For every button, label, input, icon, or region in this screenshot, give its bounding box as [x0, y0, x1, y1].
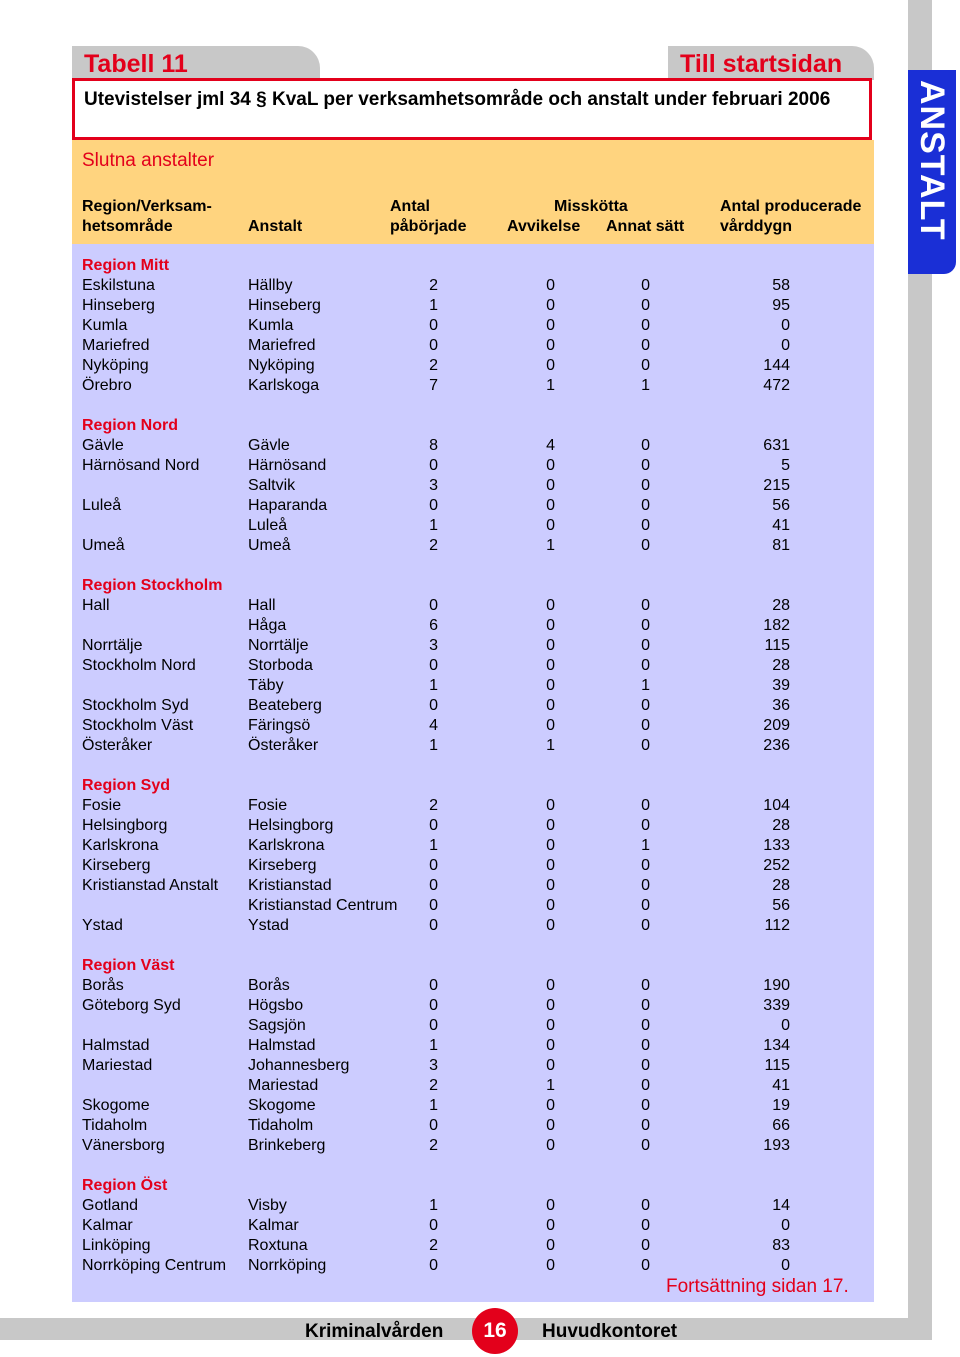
cell-anstalt: Gävle [248, 437, 290, 454]
cell-antal: 1 [429, 517, 438, 534]
cell-antal: 2 [429, 1137, 438, 1154]
cell-avv: 0 [546, 357, 555, 374]
cell-annat: 0 [641, 1097, 650, 1114]
cell-anstalt: Österåker [248, 737, 319, 754]
region-heading: Region Mitt [82, 257, 170, 274]
cell-area: Mariefred [82, 337, 150, 354]
cell-dygn: 631 [763, 437, 790, 454]
cell-dygn: 215 [763, 477, 790, 494]
cell-avv: 0 [546, 477, 555, 494]
cell-avv: 0 [546, 497, 555, 514]
cell-dygn: 133 [763, 837, 790, 854]
start-page-link[interactable]: Till startsidan [668, 46, 874, 80]
cell-dygn: 104 [763, 797, 790, 814]
cell-area: Hinseberg [82, 297, 155, 314]
cell-annat: 1 [641, 837, 650, 854]
cell-antal: 2 [429, 277, 438, 294]
header-misskotta: Misskötta [554, 198, 628, 215]
cell-anstalt: Färingsö [248, 717, 311, 734]
cell-antal: 4 [429, 717, 438, 734]
cell-annat: 0 [641, 1077, 650, 1094]
cell-dygn: 28 [772, 657, 790, 674]
cell-avv: 0 [546, 837, 555, 854]
cell-anstalt: Helsingborg [248, 817, 334, 834]
cell-annat: 0 [641, 297, 650, 314]
cell-avv: 0 [546, 1217, 555, 1234]
cell-annat: 0 [641, 537, 650, 554]
cell-dygn: 66 [772, 1117, 790, 1134]
cell-anstalt: Luleå [248, 517, 288, 534]
cell-antal: 0 [429, 657, 438, 674]
cell-antal: 2 [429, 1077, 438, 1094]
cell-anstalt: Tidaholm [248, 1117, 314, 1134]
cell-anstalt: Norrtälje [248, 637, 309, 654]
cell-area: Norrköping Centrum [82, 1257, 227, 1274]
cell-antal: 1 [429, 1197, 438, 1214]
cell-area: Helsingborg [82, 817, 168, 834]
cell-antal: 6 [429, 617, 438, 634]
cell-annat: 0 [641, 457, 650, 474]
cell-area: Gävle [82, 437, 124, 454]
cell-area: Umeå [82, 537, 125, 554]
cell-avv: 0 [546, 337, 555, 354]
cell-avv: 0 [546, 517, 555, 534]
cell-annat: 0 [641, 1057, 650, 1074]
cell-avv: 1 [546, 737, 555, 754]
cell-antal: 0 [429, 817, 438, 834]
cell-antal: 0 [429, 857, 438, 874]
cell-dygn: 14 [772, 1197, 790, 1214]
cell-dygn: 252 [763, 857, 790, 874]
cell-anstalt: Nyköping [248, 357, 315, 374]
cell-avv: 0 [546, 1117, 555, 1134]
cell-avv: 0 [546, 277, 555, 294]
cell-antal: 7 [429, 377, 438, 394]
cell-annat: 0 [641, 337, 650, 354]
cell-avv: 0 [546, 997, 555, 1014]
cell-antal: 0 [429, 457, 438, 474]
cell-annat: 0 [641, 817, 650, 834]
cell-annat: 0 [641, 657, 650, 674]
cell-annat: 0 [641, 277, 650, 294]
cell-dygn: 115 [764, 637, 790, 654]
cell-area: Ystad [82, 917, 123, 934]
region-heading: Region Stockholm [82, 577, 223, 594]
cell-antal: 1 [429, 737, 438, 754]
page-shadow-bottom [0, 1318, 932, 1340]
cell-annat: 0 [641, 897, 650, 914]
cell-antal: 1 [429, 677, 438, 694]
cell-anstalt: Halmstad [248, 1037, 316, 1054]
cell-avv: 1 [546, 1077, 555, 1094]
cell-annat: 0 [641, 1137, 650, 1154]
cell-avv: 0 [546, 797, 555, 814]
continuation-note: Fortsättning sidan 17. [666, 1276, 849, 1297]
cell-antal: 0 [429, 1017, 438, 1034]
cell-dygn: 190 [763, 977, 790, 994]
cell-area: Skogome [82, 1097, 150, 1114]
cell-dygn: 5 [781, 457, 790, 474]
cell-dygn: 0 [781, 337, 790, 354]
cell-anstalt: Storboda [248, 657, 313, 674]
cell-avv: 0 [546, 917, 555, 934]
cell-anstalt: Visby [248, 1197, 287, 1214]
cell-annat: 1 [641, 377, 650, 394]
cell-dygn: 36 [772, 697, 790, 714]
cell-annat: 0 [641, 637, 650, 654]
table-title: Utevistelser jml 34 § KvaL per verksamhetsområde och anstalt under februari 2006 [72, 78, 872, 140]
cell-antal: 3 [429, 477, 438, 494]
cell-antal: 0 [429, 317, 438, 334]
table-subtitle: Slutna anstalter [82, 150, 215, 171]
cell-anstalt: Mariestad [248, 1077, 319, 1094]
cell-antal: 1 [429, 1037, 438, 1054]
cell-antal: 0 [429, 497, 438, 514]
page-number-badge: 16 [472, 1308, 518, 1354]
cell-area: Kristianstad Anstalt [82, 877, 219, 894]
cell-avv: 0 [546, 1097, 555, 1114]
section-side-tab[interactable] [908, 70, 956, 274]
cell-dygn: 472 [763, 377, 790, 394]
cell-annat: 0 [641, 517, 650, 534]
cell-annat: 0 [641, 917, 650, 934]
cell-annat: 0 [641, 877, 650, 894]
cell-area: Linköping [82, 1237, 151, 1254]
cell-area: Hall [82, 597, 110, 614]
cell-avv: 0 [546, 677, 555, 694]
cell-dygn: 41 [772, 1077, 790, 1094]
region-heading: Region Väst [82, 957, 175, 974]
cell-dygn: 83 [772, 1237, 790, 1254]
side-tab-label: ANSTALT [913, 80, 951, 241]
cell-anstalt: Hällby [248, 277, 293, 294]
cell-dygn: 144 [763, 357, 790, 374]
cell-avv: 0 [546, 1137, 555, 1154]
cell-anstalt: Sagsjön [248, 1017, 306, 1034]
cell-anstalt: Kirseberg [248, 857, 317, 874]
cell-anstalt: Högsbo [248, 997, 304, 1014]
cell-dygn: 81 [772, 537, 790, 554]
cell-annat: 0 [641, 437, 650, 454]
cell-annat: 0 [641, 357, 650, 374]
cell-annat: 0 [641, 497, 650, 514]
cell-annat: 1 [641, 677, 650, 694]
cell-antal: 0 [429, 337, 438, 354]
cell-anstalt: Hall [248, 597, 276, 614]
cell-avv: 0 [546, 637, 555, 654]
cell-avv: 0 [546, 977, 555, 994]
cell-avv: 4 [546, 437, 555, 454]
cell-annat: 0 [641, 1017, 650, 1034]
cell-avv: 0 [546, 1237, 555, 1254]
region-heading: Region Nord [82, 417, 178, 434]
cell-antal: 0 [429, 1257, 438, 1274]
cell-area: Borås [82, 977, 124, 994]
cell-anstalt: Saltvik [248, 477, 296, 494]
table-body [72, 244, 874, 1302]
cell-annat: 0 [641, 1257, 650, 1274]
cell-anstalt: Borås [248, 977, 290, 994]
cell-anstalt: Beateberg [248, 697, 322, 714]
cell-antal: 0 [429, 997, 438, 1014]
header-region: Region/Verksam- hetsområde [82, 198, 212, 235]
cell-avv: 0 [546, 457, 555, 474]
cell-dygn: 0 [781, 1217, 790, 1234]
cell-annat: 0 [641, 797, 650, 814]
cell-area: Halmstad [82, 1037, 150, 1054]
cell-dygn: 0 [781, 317, 790, 334]
cell-dygn: 134 [763, 1037, 790, 1054]
cell-avv: 0 [546, 857, 555, 874]
cell-area: Vänersborg [82, 1137, 165, 1154]
cell-area: Kumla [82, 317, 128, 334]
cell-anstalt: Mariefred [248, 337, 316, 354]
cell-anstalt: Kristianstad [248, 877, 332, 894]
cell-antal: 1 [429, 1097, 438, 1114]
cell-area: Luleå [82, 497, 122, 514]
cell-dygn: 182 [763, 617, 790, 634]
cell-anstalt: Johannesberg [248, 1057, 350, 1074]
cell-antal: 2 [429, 537, 438, 554]
cell-avv: 0 [546, 1037, 555, 1054]
cell-area: Karlskrona [82, 837, 159, 854]
cell-avv: 0 [546, 717, 555, 734]
cell-antal: 3 [429, 1057, 438, 1074]
cell-anstalt: Roxtuna [248, 1237, 308, 1254]
region-heading: Region Öst [82, 1177, 168, 1194]
cell-anstalt: Kalmar [248, 1217, 299, 1234]
cell-dygn: 209 [763, 717, 790, 734]
footer-department: Huvudkontoret [542, 1321, 678, 1342]
cell-area: Nyköping [82, 357, 149, 374]
cell-annat: 0 [641, 477, 650, 494]
cell-avv: 0 [546, 617, 555, 634]
cell-anstalt: Brinkeberg [248, 1137, 326, 1154]
cell-dygn: 339 [763, 997, 790, 1014]
cell-antal: 0 [429, 1117, 438, 1134]
cell-dygn: 28 [772, 817, 790, 834]
cell-annat: 0 [641, 1237, 650, 1254]
cell-antal: 3 [429, 637, 438, 654]
header-anstalt: Anstalt [248, 218, 303, 235]
cell-anstalt: Haparanda [248, 497, 328, 514]
cell-area: Norrtälje [82, 637, 143, 654]
cell-dygn: 19 [772, 1097, 790, 1114]
header-antal: Antal påbörjade [390, 198, 467, 235]
cell-dygn: 236 [763, 737, 790, 754]
cell-antal: 1 [429, 837, 438, 854]
cell-anstalt: Kumla [248, 317, 294, 334]
cell-avv: 1 [546, 377, 555, 394]
cell-avv: 0 [546, 597, 555, 614]
cell-anstalt: Kristianstad Centrum [248, 897, 398, 914]
cell-annat: 0 [641, 617, 650, 634]
cell-area: Stockholm Väst [82, 717, 194, 734]
cell-dygn: 56 [772, 497, 790, 514]
cell-avv: 0 [546, 697, 555, 714]
cell-area: Fosie [82, 797, 122, 814]
cell-antal: 0 [429, 897, 438, 914]
cell-annat: 0 [641, 597, 650, 614]
cell-antal: 2 [429, 357, 438, 374]
cell-antal: 0 [429, 917, 438, 934]
cell-antal: 2 [429, 797, 438, 814]
cell-antal: 2 [429, 1237, 438, 1254]
cell-annat: 0 [641, 857, 650, 874]
cell-anstalt: Skogome [248, 1097, 316, 1114]
cell-area: Tidaholm [82, 1117, 148, 1134]
cell-dygn: 58 [772, 277, 790, 294]
cell-dygn: 115 [764, 1057, 790, 1074]
cell-annat: 0 [641, 997, 650, 1014]
cell-dygn: 0 [781, 1017, 790, 1034]
cell-annat: 0 [641, 717, 650, 734]
cell-antal: 0 [429, 977, 438, 994]
cell-dygn: 95 [772, 297, 790, 314]
cell-annat: 0 [641, 1037, 650, 1054]
cell-dygn: 28 [772, 877, 790, 894]
cell-avv: 0 [546, 897, 555, 914]
cell-area: Gotland [82, 1197, 139, 1214]
cell-area: Mariestad [82, 1057, 153, 1074]
cell-annat: 0 [641, 737, 650, 754]
cell-anstalt: Håga [248, 617, 287, 634]
cell-anstalt: Härnösand [248, 457, 327, 474]
cell-annat: 0 [641, 977, 650, 994]
cell-anstalt: Täby [248, 677, 284, 694]
cell-anstalt: Hinseberg [248, 297, 321, 314]
cell-avv: 0 [546, 877, 555, 894]
cell-anstalt: Ystad [248, 917, 289, 934]
header-avvikelse: Avvikelse [507, 218, 581, 235]
cell-avv: 0 [546, 1017, 555, 1034]
cell-area: Stockholm Syd [82, 697, 189, 714]
cell-annat: 0 [641, 1197, 650, 1214]
cell-area: Kalmar [82, 1217, 133, 1234]
cell-annat: 0 [641, 1217, 650, 1234]
table-number-tab: Tabell 11 [72, 46, 320, 80]
cell-dygn: 39 [772, 677, 790, 694]
cell-anstalt: Fosie [248, 797, 288, 814]
region-heading: Region Syd [82, 777, 171, 794]
cell-area: Kirseberg [82, 857, 151, 874]
cell-anstalt: Karlskoga [248, 377, 320, 394]
cell-avv: 1 [546, 537, 555, 554]
cell-antal: 0 [429, 597, 438, 614]
table-header [72, 140, 874, 244]
header-annat: Annat sätt [606, 218, 685, 235]
cell-anstalt: Karlskrona [248, 837, 325, 854]
cell-area: Härnösand Nord [82, 457, 200, 474]
cell-area: Eskilstuna [82, 277, 155, 294]
cell-dygn: 28 [772, 597, 790, 614]
cell-annat: 0 [641, 697, 650, 714]
cell-annat: 0 [641, 317, 650, 334]
cell-annat: 0 [641, 1117, 650, 1134]
cell-area: Stockholm Nord [82, 657, 196, 674]
footer-organisation: Kriminalvården [305, 1321, 444, 1342]
cell-dygn: 193 [763, 1137, 790, 1154]
cell-antal: 1 [429, 297, 438, 314]
cell-antal: 0 [429, 697, 438, 714]
cell-dygn: 0 [781, 1257, 790, 1274]
cell-avv: 0 [546, 1257, 555, 1274]
cell-antal: 8 [429, 437, 438, 454]
cell-dygn: 56 [772, 897, 790, 914]
cell-area: Örebro [82, 377, 132, 394]
cell-avv: 0 [546, 1057, 555, 1074]
cell-avv: 0 [546, 297, 555, 314]
cell-antal: 0 [429, 1217, 438, 1234]
cell-area: Göteborg Syd [82, 997, 181, 1014]
cell-avv: 0 [546, 657, 555, 674]
cell-anstalt: Norrköping [248, 1257, 327, 1274]
cell-antal: 0 [429, 877, 438, 894]
cell-avv: 0 [546, 817, 555, 834]
header-producerade: Antal producerade vårddygn [720, 198, 862, 235]
cell-avv: 0 [546, 317, 555, 334]
cell-dygn: 41 [772, 517, 790, 534]
cell-dygn: 112 [764, 917, 790, 934]
cell-avv: 0 [546, 1197, 555, 1214]
cell-area: Österåker [82, 737, 153, 754]
cell-anstalt: Umeå [248, 537, 291, 554]
